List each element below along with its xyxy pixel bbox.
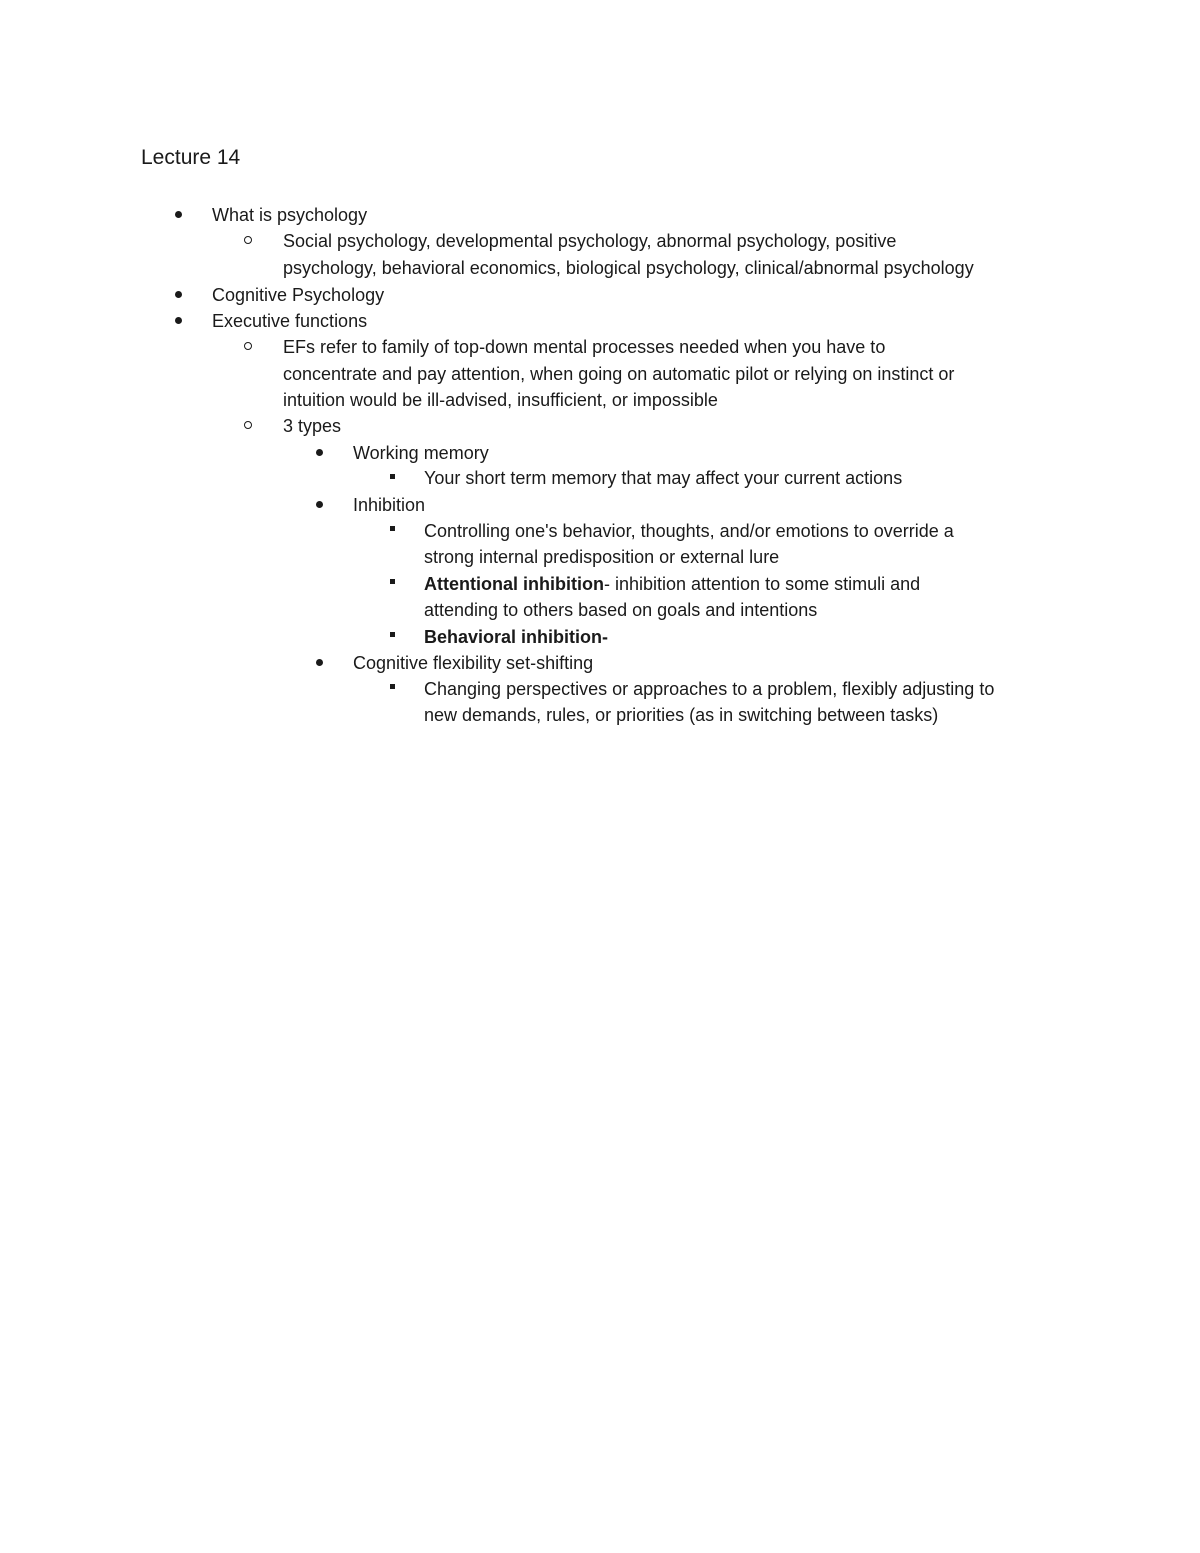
list-item-ef-definition-cont-2: intuition would be ill-advised, insufficient, or impossible: [283, 390, 718, 410]
list-item-psychology-branches: Social psychology, developmental psychology, abnormal psychology, positive: [283, 231, 897, 251]
bullet-dot-icon: [316, 501, 323, 508]
list-item-working-memory: Working memory: [353, 443, 489, 463]
bullet-dot-icon: [316, 449, 323, 456]
list-item-cognitive-flexibility-desc-cont: new demands, rules, or priorities (as in switching between tasks): [424, 705, 939, 725]
behavioral-inhibition-term: Behavioral inhibition-: [424, 627, 609, 647]
list-item-inhibition-desc: Controlling one's behavior, thoughts, and/or emotions to override a: [424, 521, 954, 541]
list-item-behavioral-inhibition: [424, 624, 608, 650]
list-item-cognitive-psychology: Cognitive Psychology: [212, 285, 385, 305]
list-item-attentional-inhibition: [424, 571, 920, 597]
list-item-ef-definition: EFs refer to family of top-down mental processes needed when you have to: [283, 337, 886, 357]
bullet-square-icon: [390, 632, 395, 637]
bullet-circle-icon: [244, 421, 252, 429]
list-item-attentional-inhibition-cont: attending to others based on goals and intentions: [424, 600, 818, 620]
bullet-circle-icon: [244, 342, 252, 350]
list-item-what-is-psychology: What is psychology: [212, 205, 368, 225]
list-item-three-types: 3 types: [283, 416, 342, 436]
list-item-executive-functions: Executive functions: [212, 311, 368, 331]
page-title: Lecture 14: [141, 146, 241, 169]
list-item-inhibition: Inhibition: [353, 495, 426, 515]
attentional-inhibition-term: Attentional inhibition: [424, 574, 604, 594]
bullet-dot-icon: [316, 659, 323, 666]
list-item-ef-definition-cont-1: concentrate and pay attention, when going on automatic pilot or relying on instinct or: [283, 364, 955, 384]
list-item-cognitive-flexibility: Cognitive flexibility set-shifting: [353, 653, 594, 673]
bullet-square-icon: [390, 474, 395, 479]
list-item-inhibition-desc-cont: strong internal predisposition or external lure: [424, 547, 780, 567]
bullet-circle-icon: [244, 236, 252, 244]
bullet-square-icon: [390, 684, 395, 689]
list-item-working-memory-desc: Your short term memory that may affect your current actions: [424, 468, 903, 488]
list-item-cognitive-flexibility-desc: Changing perspectives or approaches to a problem, flexibly adjusting to: [424, 679, 995, 699]
list-item-psychology-branches-cont: psychology, behavioral economics, biological psychology, clinical/abnormal psychology: [283, 258, 974, 278]
bullet-square-icon: [390, 526, 395, 531]
bullet-dot-icon: [175, 211, 182, 218]
bullet-dot-icon: [175, 317, 182, 324]
attentional-inhibition-desc: - inhibition attention to some stimuli and: [603, 574, 921, 594]
bullet-square-icon: [390, 579, 395, 584]
bullet-dot-icon: [175, 291, 182, 298]
